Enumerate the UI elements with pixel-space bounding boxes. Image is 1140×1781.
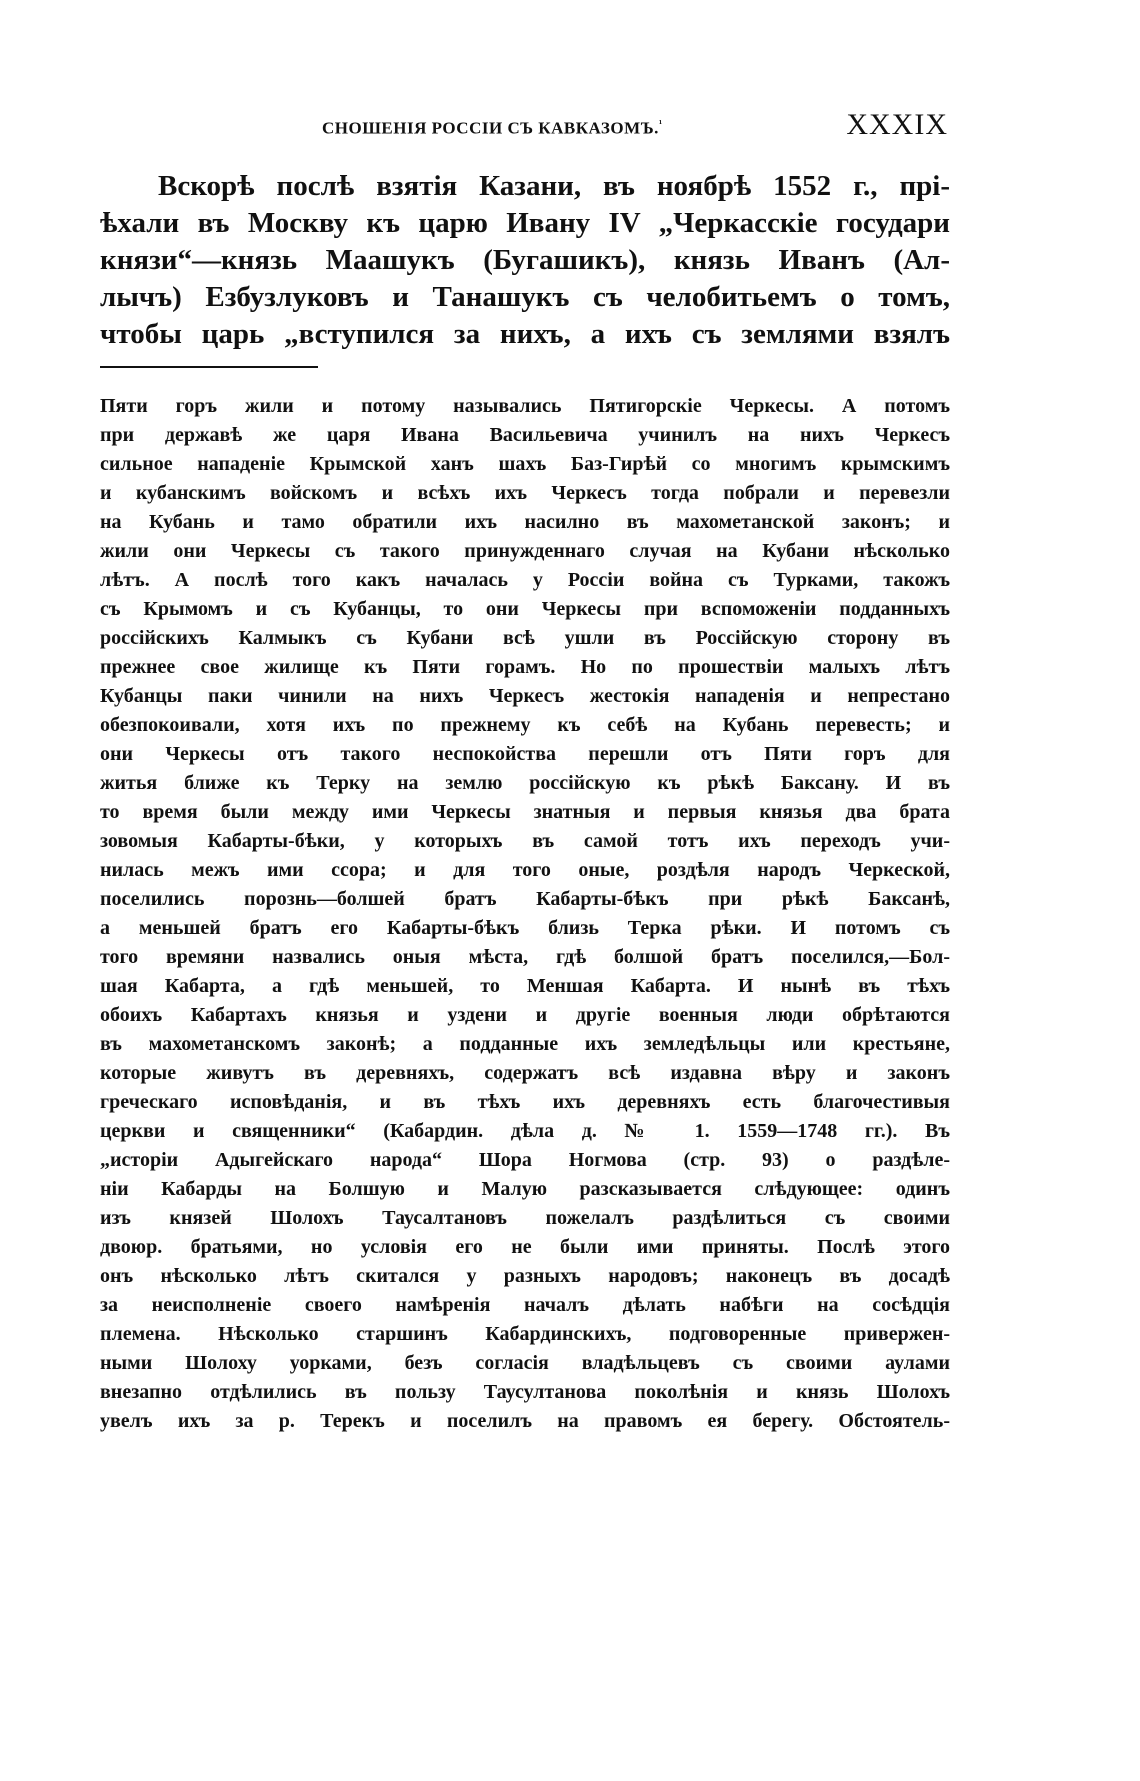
footnote-line: „исторіи Адыгейскаго народа“ Шора Ногмова (стр. 93) о раздѣле- — [100, 1149, 950, 1171]
footnote-line: нилась межъ ими ссора; и для того оные, роздѣля народъ Черкеской, — [100, 859, 950, 881]
footnote-line: россійскихъ Калмыкъ съ Кубани всѣ ушли въ Россійскую сторону въ — [100, 627, 950, 649]
footnote-line: сильное нападеніе Крымской ханъ шахъ Баз-Гирѣй со многимъ крымскимъ — [100, 453, 950, 475]
page-number: XXXIX — [846, 108, 948, 141]
running-head — [100, 108, 950, 148]
main-text-line: чтобы царь „вступился за нихъ, а ихъ съ землями взялъ — [100, 318, 950, 350]
footnote-line: изъ князей Шолохъ Таусалтановъ пожелалъ раздѣлиться съ своими — [100, 1207, 950, 1229]
main-text-line: Вскорѣ послѣ взятія Казани, въ ноябрѣ 1552 г., прі- — [158, 170, 950, 202]
footnote-line: съ Крымомъ и съ Кубанцы, то они Черкесы при вспоможеніи подданныхъ — [100, 598, 950, 620]
main-text — [100, 168, 950, 353]
footnote-line: которые живутъ въ деревняхъ, содержатъ всѣ издавна вѣру и законъ — [100, 1062, 950, 1084]
running-title-text: СНОШЕНІЯ РОССІИ СЪ КАВКАЗОМЪ. — [322, 118, 659, 138]
main-text-line: князи“—князь Маашукъ (Бугашикъ), князь Иванъ (Ал- — [100, 244, 950, 276]
footnote — [100, 392, 950, 1436]
running-title — [322, 118, 663, 139]
footnote-line: ными Шолоху уорками, безъ согласія владѣльцевъ съ своими аулами — [100, 1352, 950, 1374]
footnote-line: греческаго исповѣданія, и въ тѣхъ ихъ деревняхъ есть благочестивыя — [100, 1091, 950, 1113]
footnote-line: то время были между ими Черкесы знатныя и первыя князья два брата — [100, 801, 950, 823]
footnote-line: того времяни назвались оныя мѣста, гдѣ болшой братъ поселился,—Бол- — [100, 946, 950, 968]
main-text-line: лычъ) Езбузлуковъ и Танашукъ съ челобитьемъ о томъ, — [100, 281, 950, 313]
footnote-line: поселились порознь—болшей братъ Кабарты-бѣкъ при рѣкѣ Баксанѣ, — [100, 888, 950, 910]
footnote-line: Пяти горъ жили и потому назывались Пятигорскіе Черкесы. А потомъ — [100, 395, 950, 417]
footnote-line: на Кубань и тамо обратили ихъ насилно въ махометанской законъ; и — [100, 511, 950, 533]
footnote-line: увелъ ихъ за р. Терекъ и поселилъ на правомъ ея берегу. Обстоятель- — [100, 1410, 950, 1432]
footnote-line: и кубанскимъ войскомъ и всѣхъ ихъ Черкесъ тогда побрали и перевезли — [100, 482, 950, 504]
running-title-footnote-mark: ¹ — [658, 118, 663, 130]
footnote-line: они Черкесы отъ такого неспокойства перешли отъ Пяти горъ для — [100, 743, 950, 765]
footnote-line: прежнее свое жилище къ Пяти горамъ. Но по прошествіи малыхъ лѣтъ — [100, 656, 950, 678]
footnote-line: а меньшей братъ его Кабарты-бѣкъ близь Терка рѣки. И потомъ съ — [100, 917, 950, 939]
footnote-line: двоюр. братьями, но условія его не были ими приняты. Послѣ этого — [100, 1236, 950, 1258]
footnote-line: обоихъ Кабартахъ князья и уздени и другіе военныя люди обрѣтаются — [100, 1004, 950, 1026]
main-text-line: ѣхали въ Москву къ царю Ивану IV „Черкасскіе государи — [100, 207, 950, 239]
footnote-line: обезпокоивали, хотя ихъ по прежнему къ себѣ на Кубань перевесть; и — [100, 714, 950, 736]
footnote-line: ніи Кабарды на Болшую и Малую разсказывается слѣдующее: одинъ — [100, 1178, 950, 1200]
footnote-line: въ махометанскомъ законѣ; а подданные ихъ земледѣльцы или крестьяне, — [100, 1033, 950, 1055]
footnote-line: житья ближе къ Терку на землю россійскую къ рѣкѣ Баксану. И въ — [100, 772, 950, 794]
footnote-line: церкви и священники“ (Кабардин. дѣла д. № 1. 1559—1748 гг.). Въ — [100, 1120, 950, 1142]
footnote-line: за неисполненіе своего намѣренія началъ дѣлать набѣги на сосѣдція — [100, 1294, 950, 1316]
footnote-line: онъ нѣсколько лѣтъ скитался у разныхъ народовъ; наконецъ въ досадѣ — [100, 1265, 950, 1287]
footnote-separator-rule — [100, 366, 318, 368]
footnote-line: шая Кабарта, а гдѣ меньшей, то Меншая Кабарта. И нынѣ въ тѣхъ — [100, 975, 950, 997]
footnote-line: племена. Нѣсколько старшинъ Кабардинскихъ, подговоренные привержен- — [100, 1323, 950, 1345]
footnote-line: при державѣ же царя Ивана Васильевича учинилъ на нихъ Черкесъ — [100, 424, 950, 446]
footnote-line: Кубанцы паки чинили на нихъ Черкесъ жестокія нападенія и непрестано — [100, 685, 950, 707]
footnote-line: внезапно отдѣлились въ пользу Таусултанова поколѣнія и князь Шолохъ — [100, 1381, 950, 1403]
footnote-line: зовомыя Кабарты-бѣки, у которыхъ въ самой тотъ ихъ переходъ учи- — [100, 830, 950, 852]
footnote-line: жили они Черкесы съ такого принужденнаго случая на Кубани нѣсколько — [100, 540, 950, 562]
footnote-line: лѣтъ. А послѣ того какъ началась у Россіи война съ Турками, такожъ — [100, 569, 950, 591]
